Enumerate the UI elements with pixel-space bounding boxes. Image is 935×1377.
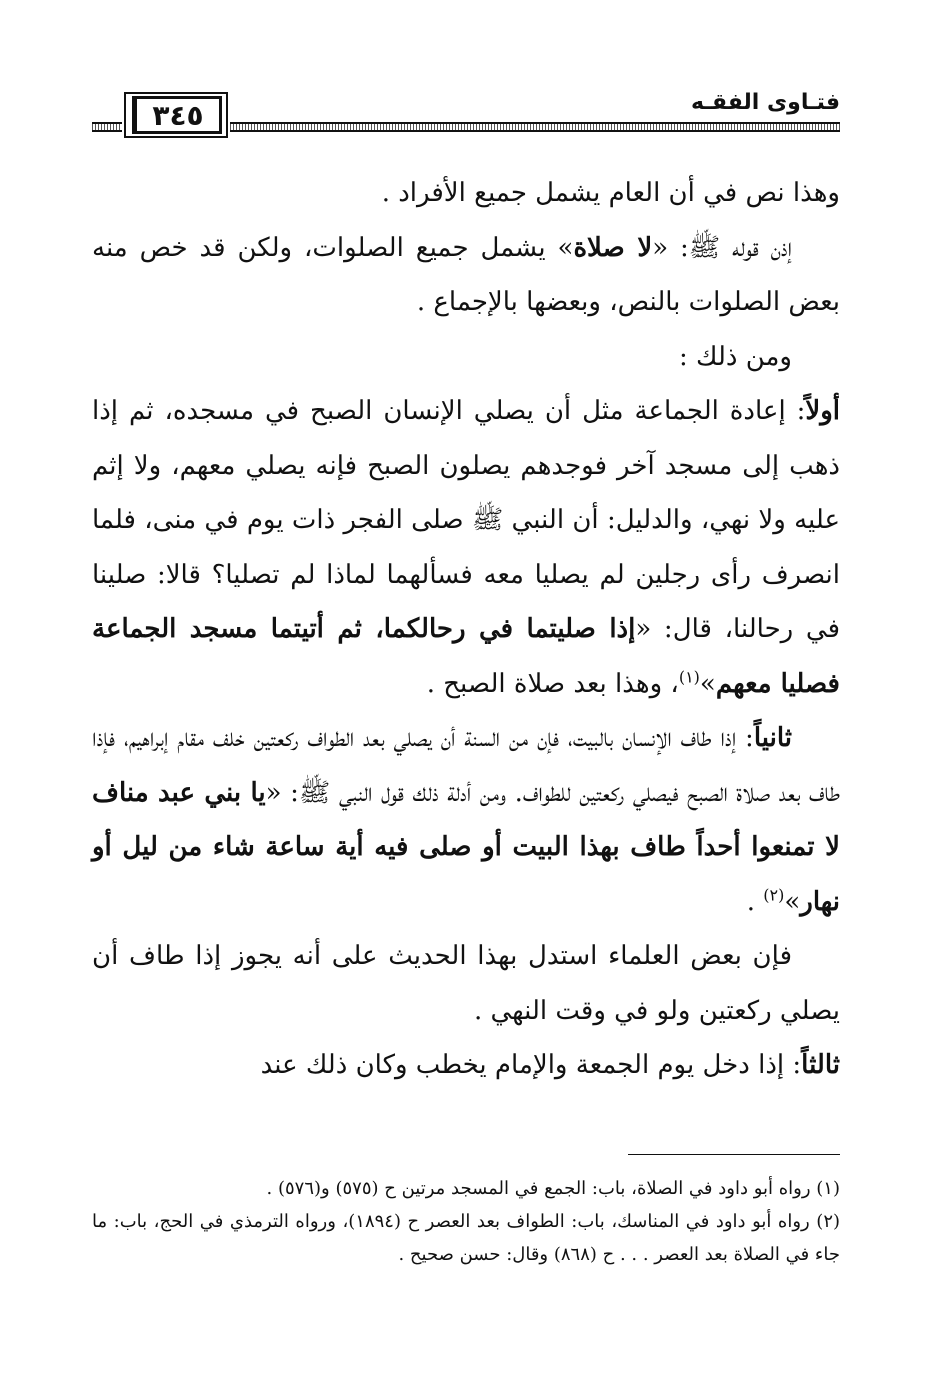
paragraph-6: فإن بعض العلماء استدل بهذا الحديث على أنه يجوز إذا طاف أن يصلي ركعتين ولو في وقت النهي .	[92, 941, 840, 1026]
p4-label: أولاً	[805, 396, 840, 426]
p4-text-b: »	[699, 668, 716, 699]
p5-bold: يا بني عبد مناف لا تمنعوا أحداً طاف بهذا البيت أو صلى فيه أية ساعة شاء من ليل أو نهار	[92, 777, 840, 917]
footnote-2: (٢) رواه أبو داود في المناسك، باب: الطواف بعد العصر ح (١٨٩٤)، ورواه الترمذي في الحج، باب: ما جاء في الصلاة بعد العصر . . . ح (٨٦٨) وقال: حسن صحيح .	[92, 1211, 841, 1265]
p7-label: ثالثاً	[801, 1050, 840, 1080]
p5-text-b: »	[784, 886, 801, 917]
p4-text-c: ، وهذا بعد صلاة الصبح .	[426, 668, 679, 699]
paragraph-3: ومن ذلك :	[679, 341, 792, 372]
page-header	[92, 84, 840, 134]
p2-text-b: » يشمل جميع الصلوات، ولكن قد خص منه بعض الصلوات بالنص، وبعضها بالإجماع .	[92, 232, 840, 317]
p5-text-a: : إذا طاف الإنسان بالبيت، فإن من السنة أن يصلي بعد الطواف ركعتين خلف مقام إبراهيم، فإذا طاف بعد صلاة الصبح فيصلي ركعتين للطواف. ومن أدلة ذلك قول النبي ﷺ: «	[92, 723, 840, 808]
paragraph-4	[92, 384, 840, 711]
paragraph-7	[92, 1038, 840, 1093]
paragraph-5	[92, 711, 840, 929]
p4-bold: إذا صليتما في رحالكما، ثم أتيتما مسجد الجماعة فصليا معهم	[92, 614, 840, 699]
p5-text-c: .	[746, 886, 764, 917]
main-text	[92, 166, 840, 1093]
footnotes	[92, 1172, 840, 1271]
paragraph-1: وهذا نص في أن العام يشمل جميع الأفراد .	[381, 178, 840, 208]
page-number: ٣٤٥	[132, 96, 222, 134]
p2-bold: لا صلاة	[573, 232, 653, 263]
footnote-ref-1[interactable]: (١)	[678, 666, 700, 686]
p4-text-a: : إعادة الجماعة مثل أن يصلي الإنسان الصبح في مسجده، ثم إذا ذهب إلى مسجد آخر فوجدهم يصلون الصبح فإنه يصلي معهم، ولا إثم عليه ولا نهي، والدليل: أن النبي ﷺ صلى الفجر ذات يوم في منى، فلما انصرف رأى رجلين لم يصليا معه فسألهما لماذا لم تصليا؟ قالا: صلينا في رحالنا، قال: «	[92, 396, 841, 644]
footnote-ref-2[interactable]: (٢)	[763, 884, 785, 904]
book-title: فتـاوى الفقـه	[691, 90, 840, 115]
p2-text-a: إذن قوله ﷺ: «	[652, 232, 793, 263]
p5-label: ثانياً	[753, 723, 792, 753]
footnote-separator	[628, 1154, 840, 1155]
header-rule	[230, 122, 840, 132]
header-rule-left	[92, 122, 122, 132]
footnote-1: (١) رواه أبو داود في الصلاة، باب: الجمع في المسجد مرتين ح (٥٧٥) و(٥٧٦) .	[266, 1178, 840, 1199]
paragraph-2	[92, 221, 840, 330]
p7-text-a: : إذا دخل يوم الجمعة والإمام يخطب وكان ذلك عند	[260, 1050, 802, 1080]
